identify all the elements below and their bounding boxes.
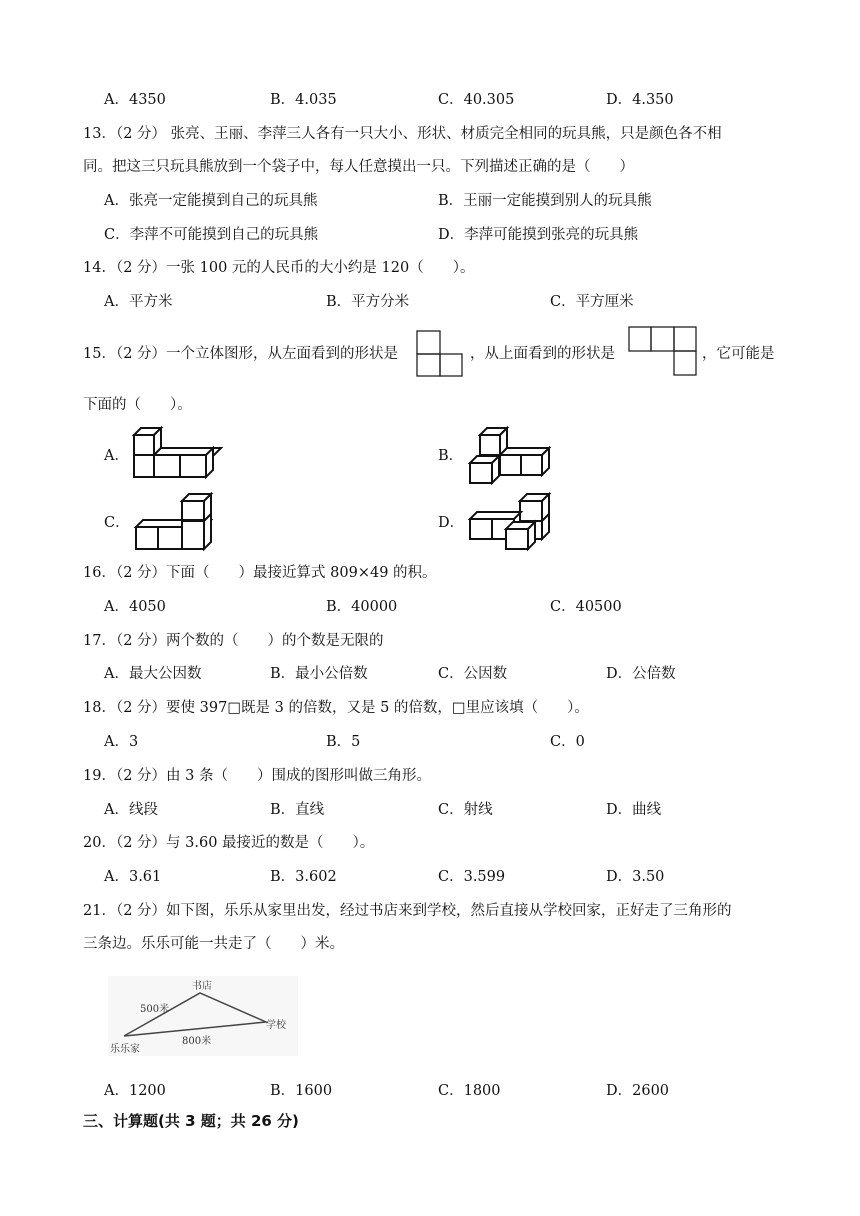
q15-stem-line2: 下面的（ ）。 — [83, 397, 192, 413]
q17-option-a[interactable]: A．最大公因数 — [104, 666, 202, 682]
q15-option-a-figure — [128, 427, 220, 481]
route-triangle-figure — [108, 976, 298, 1056]
q21-option-d[interactable]: D．2600 — [606, 1083, 670, 1099]
q17-option-d[interactable]: D．公倍数 — [606, 666, 676, 682]
q15-stem-part3: ，它可能是 — [702, 346, 775, 362]
q16-stem: 16．（2 分）下面（ ）最接近算式 809×49 的积。 — [83, 565, 437, 581]
q15-option-c[interactable]: C． — [104, 515, 130, 531]
q19-option-d[interactable]: D．曲线 — [606, 802, 662, 818]
q13-stem-line1: 13．（2 分） 张亮、王丽、李萍三人各有一只大小、形状、材质完全相同的玩具熊，只是颜色各不相 — [83, 126, 722, 142]
q20-option-a[interactable]: A．3.61 — [104, 869, 162, 885]
q14-option-b[interactable]: B．平方分米 — [326, 294, 410, 310]
q12-option-b[interactable]: B．4.035 — [270, 92, 337, 108]
left-view-figure — [416, 330, 464, 378]
q17-stem: 17．（2 分）两个数的（ ）的个数是无限的 — [83, 633, 384, 649]
q17-option-b[interactable]: B．最小公倍数 — [270, 666, 368, 682]
q21-option-c[interactable]: C．1800 — [438, 1083, 501, 1099]
q21-option-a[interactable]: A．1200 — [104, 1083, 166, 1099]
q15-option-b-figure — [464, 427, 554, 485]
q21-stem-line2: 三条边。乐乐可能一共走了（ ）米。 — [83, 936, 344, 952]
q15-option-d-figure — [466, 493, 556, 553]
bookstore-label: 书店 — [192, 981, 212, 992]
home-label: 乐乐家 — [110, 1044, 140, 1055]
q13-option-d[interactable]: D．李萍可能摸到张亮的玩具熊 — [438, 227, 639, 243]
q20-option-c[interactable]: C．3.599 — [438, 869, 506, 885]
q15-option-a[interactable]: A． — [104, 448, 129, 464]
edge-home-school-label: 800米 — [182, 1036, 212, 1047]
q13-stem-line2: 同。把这三只玩具熊放到一个袋子中，每人任意摸出一只。下列描述正确的是（ ） — [83, 159, 634, 175]
q18-option-c[interactable]: C．0 — [550, 734, 585, 750]
q20-stem: 20．（2 分）与 3.60 最接近的数是（ ）。 — [83, 835, 375, 851]
school-label: 学校 — [266, 1020, 286, 1031]
top-view-figure — [628, 326, 698, 376]
q14-stem: 14．（2 分）一张 100 元的人民币的大小约是 120（ ）。 — [83, 260, 475, 276]
q15-option-b[interactable]: B． — [438, 448, 464, 464]
q15-stem-part2: ，从上面看到的形状是 — [470, 346, 615, 362]
q16-option-b[interactable]: B．40000 — [326, 599, 398, 615]
q13-option-c[interactable]: C．李萍不可能摸到自己的玩具熊 — [104, 227, 319, 243]
q19-option-c[interactable]: C．射线 — [438, 802, 493, 818]
q15-stem-part1: 15．（2 分）一个立体图形，从左面看到的形状是 — [83, 346, 399, 362]
q12-option-c[interactable]: C．40.305 — [438, 92, 515, 108]
q18-option-b[interactable]: B．5 — [326, 734, 361, 750]
q17-option-c[interactable]: C．公因数 — [438, 666, 508, 682]
q14-option-a[interactable]: A．平方米 — [104, 294, 173, 310]
q12-option-d[interactable]: D．4.350 — [606, 92, 674, 108]
q21-stem-line1: 21．（2 分）如下图，乐乐从家里出发，经过书店来到学校，然后直接从学校回家，正好走了三角形的 — [83, 903, 732, 919]
q21-option-b[interactable]: B．1600 — [270, 1083, 333, 1099]
q19-option-a[interactable]: A．线段 — [104, 802, 158, 818]
q13-option-b[interactable]: B．王丽一定能摸到别人的玩具熊 — [438, 193, 652, 209]
q19-option-b[interactable]: B．直线 — [270, 802, 325, 818]
q15-option-c-figure — [130, 493, 220, 553]
q20-option-d[interactable]: D．3.50 — [606, 869, 665, 885]
q12-option-a[interactable]: A．4350 — [104, 92, 166, 108]
q16-option-c[interactable]: C．40500 — [550, 599, 622, 615]
q19-stem: 19．（2 分）由 3 条（ ）围成的图形叫做三角形。 — [83, 768, 431, 784]
q13-option-a[interactable]: A．张亮一定能摸到自己的玩具熊 — [104, 193, 318, 209]
q14-option-c[interactable]: C．平方厘米 — [550, 294, 634, 310]
q18-stem: 18．（2 分）要使 397□既是 3 的倍数，又是 5 的倍数，□里应该填（ ）。 — [83, 700, 589, 716]
section-3-heading: 三、计算题(共 3 题；共 26 分) — [83, 1112, 299, 1130]
edge-home-bookstore-label: 500米 — [140, 1004, 170, 1015]
q15-option-d[interactable]: D． — [438, 515, 465, 531]
q20-option-b[interactable]: B．3.602 — [270, 869, 337, 885]
q16-option-a[interactable]: A．4050 — [104, 599, 166, 615]
q18-option-a[interactable]: A．3 — [104, 734, 139, 750]
